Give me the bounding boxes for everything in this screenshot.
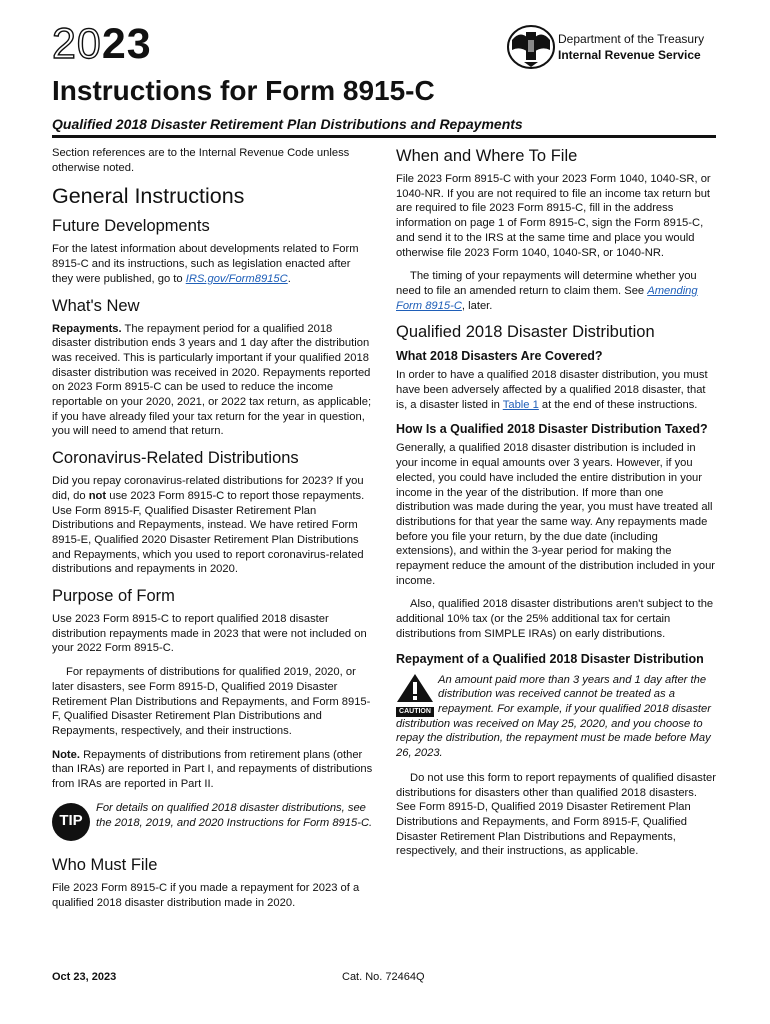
purpose-paragraph-1: Use 2023 Form 8915-C to report qualified 2018 disaster distribution repayments made in 2023 that were not included on your 2022 Form 8915-C.: [52, 613, 367, 655]
irs-gov-link[interactable]: IRS.gov/Form8915C: [185, 272, 288, 285]
caution-label: CAUTION: [396, 707, 434, 717]
header-rule: [52, 135, 716, 138]
agency-department: Department of the Treasury: [558, 32, 705, 46]
form-year: [52, 20, 152, 68]
caution-icon: [396, 673, 434, 715]
intro-text: Section references are to the Internal Revenue Code unless otherwise noted.: [52, 147, 350, 174]
future-developments-text: For the latest information about developments related to Form 8915-C and its instructions, such as legislation enacted after they were published, go to IRS.gov/Form8915C.: [52, 243, 359, 285]
footer-cat-number: Cat. No. 72464Q: [342, 971, 425, 983]
when-where-paragraph-2: The timing of your repayments will determine whether you need to file an amended return to claim them. See Amending Form 8915-C, later.: [396, 270, 698, 312]
crd-heading: Coronavirus-Related Distributions: [52, 449, 299, 468]
qualified-distribution-heading: Qualified 2018 Disaster Distribution: [396, 323, 655, 342]
note-paragraph: Note. Repayments of distributions from retirement plans (other than IRAs) are reported in Part I, and repayments of distributions from IRAs are reported in Part II.: [52, 748, 373, 791]
purpose-heading: Purpose of Form: [52, 587, 175, 606]
warning-triangle-icon: [396, 673, 434, 703]
note-label: Note.: [52, 748, 80, 761]
amending-form-link[interactable]: Amending Form 8915-C: [396, 284, 698, 312]
footer-date: Oct 23, 2023: [52, 971, 117, 983]
repayment-heading: Repayment of a Qualified 2018 Disaster Distribution: [396, 651, 704, 666]
caution-text: An amount paid more than 3 years and 1 day after the distribution was received cannot be treated as a repayment. For example, if your qualified 2018 disaster distribution was received on May 25, 2020, and you choose to repay the distribution, the repayment must be made before May 26, 2023.: [396, 673, 711, 760]
agency-block: [558, 31, 704, 63]
covered-heading: What 2018 Disasters Are Covered?: [396, 349, 603, 364]
purpose-paragraph-2: For repayments of distributions for qualified 2019, 2020, or later disasters, see Form 8915-D, Qualified 2019 Disaster Retirement Plan Distributions and Repayments, and Form 8915-F, Qualified Disaster Retirement Plan Distributions and Repayments, respectively, and their instructions.: [52, 666, 371, 737]
year-bold: 23: [101, 20, 152, 68]
whats-new-heading: What's New: [52, 296, 140, 315]
tip-text: For details on qualified 2018 disaster distributions, see the 2018, 2019, and 2020 Instructions for Form 8915-C.: [96, 801, 373, 829]
general-instructions-heading: General Instructions: [52, 184, 245, 209]
when-where-heading: When and Where To File: [396, 147, 578, 165]
repayments-paragraph: Repayments. The repayment period for a qualified 2018 disaster distribution ends 3 years and 1 day after the distribution was received. This is particularly important if your qualified 2018 disaster distribution was received in 2020. Repayments reported on 2023 Form 8915-C can be used to reduce the income reportable on your 2020, 2021, or 2022 tax return, as applicable; if you have already filed your tax return for the year in question, you will need to amend that return.: [52, 322, 372, 438]
when-where-paragraph-1: File 2023 Form 8915-C with your 2023 Form 1040, 1040-SR, or 1040-NR. If you are not required to file an income tax return but are required to file 2023 Form 8915-C, fill in the address information on page 1 of Form 8915-C, sign the Form 8915-C, and send it to the IRS at the same time and place you would otherwise file 2023 Form 1040, 1040-SR, or 1040-NR.: [396, 173, 711, 259]
who-must-file-text: File 2023 Form 8915-C if you made a repayment for 2023 of a qualified 2018 disaster distribution made in 2020.: [52, 881, 360, 909]
taxed-heading: How Is a Qualified 2018 Disaster Distribution Taxed?: [396, 422, 708, 437]
tip-box: [52, 801, 374, 845]
caution-box: [396, 673, 718, 761]
tip-icon: TIP: [52, 803, 90, 841]
table-1-link[interactable]: Table 1: [502, 398, 539, 411]
covered-paragraph: In order to have a qualified 2018 disaster distribution, you must have been adversely affected by a qualified 2018 disaster, that is, a disaster listed in Table 1 at the end of these instructions.: [396, 369, 708, 411]
repayment-paragraph: Do not use this form to report repayments of qualified disaster distributions for disasters other than qualified 2018 disasters. See Form 8915-D, Qualified 2019 Disaster Retirement Plan Distributions and Repayments, and Form 8915-F, Qualified Disaster Retirement Plan Distributions and Repayments, respectively, and their instructions, as applicable.: [396, 771, 716, 858]
right-column: [396, 146, 718, 868]
page-title: Instructions for Form 8915-C: [52, 75, 435, 106]
agency-irs: Internal Revenue Service: [558, 48, 701, 62]
taxed-paragraph-1: Generally, a qualified 2018 disaster distribution is included in your income in equal amounts over 3 years. However, if you elected, you could have included the entire distribution in your income in the year of the distribution. If more than one distribution was made during the year, you must have treated all distributions for that year the same way. Any repayments made before you file your return, by the due date (including extensions), and within the 3-year period for making the repayment reduce the amount of the distribution included in your income.: [396, 442, 716, 587]
page-subtitle: Qualified 2018 Disaster Retirement Plan Distributions and Repayments: [52, 116, 523, 132]
repayments-label: Repayments.: [52, 322, 122, 335]
future-developments-heading: Future Developments: [52, 217, 210, 236]
who-must-file-heading: Who Must File: [52, 855, 158, 874]
taxed-paragraph-2: Also, qualified 2018 disaster distributions aren't subject to the additional 10% tax (or the 25% additional tax for certain distributions from SIMPLE IRAs) on early distributions.: [396, 598, 714, 640]
year-outline: 20: [52, 20, 102, 68]
left-column: [52, 146, 374, 919]
irs-eagle-logo-icon: [506, 22, 556, 70]
crd-paragraph: Did you repay coronavirus-related distributions for 2023? If you did, do not use 2023 Form 8915-C to report those repayments. Use Form 8915-F, Qualified Disaster Retirement Plan Distributions and Repayments, instead. We have retired Form 8915-E, Qualified 2020 Disaster Retirement Plan Distributions and Repayments, which you used to report coronavirus-related distributions and repayments in 2020.: [52, 475, 365, 576]
